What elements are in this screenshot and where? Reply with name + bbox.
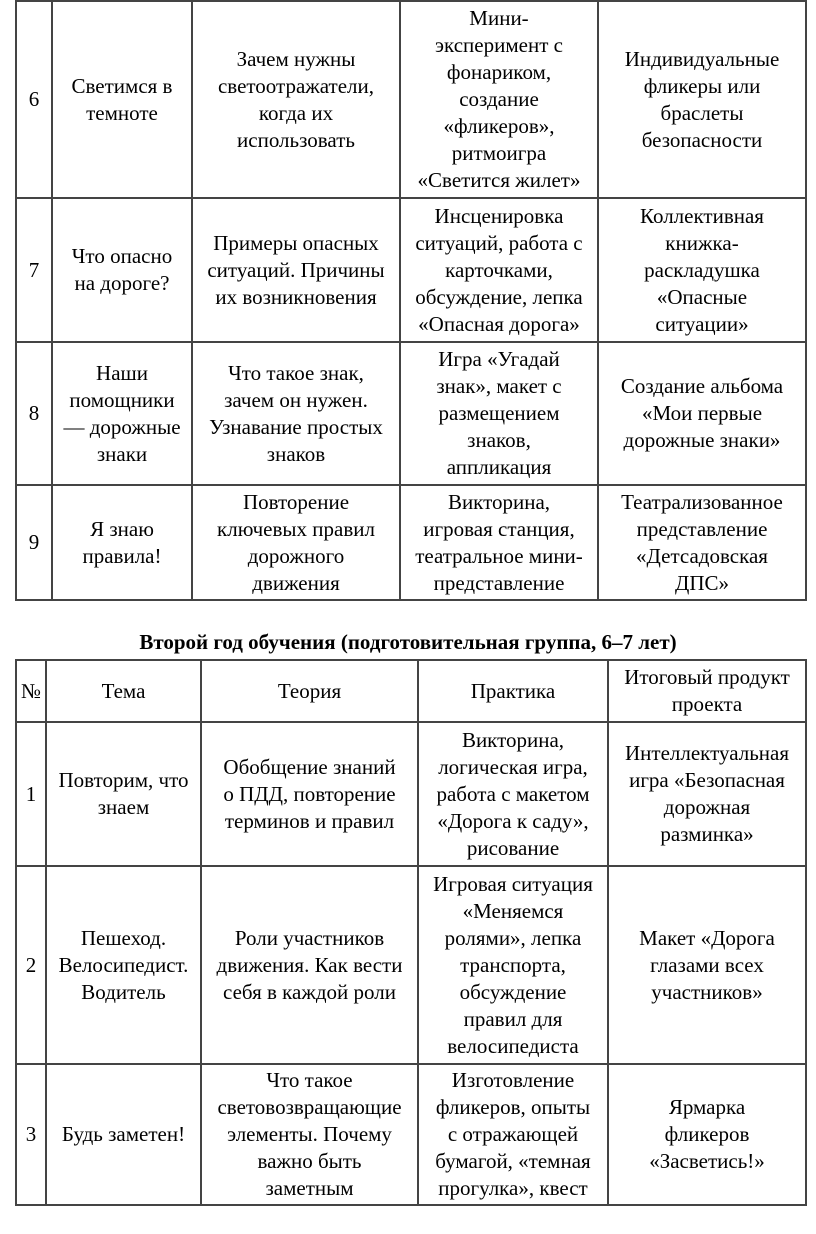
row-number: 8 (16, 342, 52, 485)
header-topic: Тема (46, 660, 201, 722)
row-number: 6 (16, 1, 52, 198)
product-cell: Создание альбома «Мои первые дорожные знаки» (598, 342, 806, 485)
header-practice: Практика (418, 660, 608, 722)
topic-cell: Повторим, что знаем (46, 722, 201, 866)
row-number: 9 (16, 485, 52, 600)
topic-cell: Светимся в темноте (52, 1, 192, 198)
schedule-table-second-year (15, 659, 807, 1206)
section-title: Второй год обучения (подготовительная группа, 6–7 лет) (139, 630, 677, 654)
product-cell: Коллективная книжка- раскладушка «Опасные ситуации» (598, 198, 806, 342)
header-number: № (16, 660, 46, 722)
theory-cell: Обобщение знаний о ПДД, повторение терминов и правил (201, 722, 418, 866)
practice-cell: Викторина, логическая игра, работа с макетом «Дорога к саду», рисование (418, 722, 608, 866)
schedule-table-continued (15, 0, 807, 601)
theory-cell: Роли участников движения. Как вести себя в каждой роли (201, 866, 418, 1064)
practice-cell: Мини- эксперимент с фонариком, создание «фликеров», ритмоигра «Светится жилет» (400, 1, 598, 198)
table-row (16, 1, 806, 198)
product-cell: Театрализованное представление «Детсадовская ДПС» (598, 485, 806, 600)
table-header-row (16, 660, 806, 722)
table-row (16, 342, 806, 485)
table-row (16, 1064, 806, 1205)
theory-cell: Зачем нужны светоотражатели, когда их использовать (192, 1, 400, 198)
product-cell: Индивидуальные фликеры или браслеты безопасности (598, 1, 806, 198)
practice-cell: Инсценировка ситуаций, работа с карточками, обсуждение, лепка «Опасная дорога» (400, 198, 598, 342)
topic-cell: Будь заметен! (46, 1064, 201, 1205)
topic-cell: Наши помощники — дорожные знаки (52, 342, 192, 485)
header-theory: Теория (201, 660, 418, 722)
row-number: 2 (16, 866, 46, 1064)
practice-cell: Викторина, игровая станция, театральное мини- представление (400, 485, 598, 600)
theory-cell: Повторение ключевых правил дорожного движения (192, 485, 400, 600)
theory-cell: Что такое знак, зачем он нужен. Узнавание простых знаков (192, 342, 400, 485)
topic-cell: Пешеход. Велосипедист. Водитель (46, 866, 201, 1064)
topic-cell: Я знаю правила! (52, 485, 192, 600)
table-row (16, 485, 806, 600)
table-row (16, 722, 806, 866)
table-row (16, 198, 806, 342)
practice-cell: Игра «Угадай знак», макет с размещением знаков, аппликация (400, 342, 598, 485)
product-cell: Ярмарка фликеров «Засветись!» (608, 1064, 806, 1205)
topic-cell: Что опасно на дороге? (52, 198, 192, 342)
practice-cell: Игровая ситуация «Меняемся ролями», лепка транспорта, обсуждение правил для велосипедиста (418, 866, 608, 1064)
table-row (16, 866, 806, 1064)
product-cell: Макет «Дорога глазами всех участников» (608, 866, 806, 1064)
theory-cell: Что такое световозвращающие элементы. Почему важно быть заметным (201, 1064, 418, 1205)
row-number: 7 (16, 198, 52, 342)
practice-cell: Изготовление фликеров, опыты с отражающей бумагой, «темная прогулка», квест (418, 1064, 608, 1205)
header-product: Итоговый продукт проекта (608, 660, 806, 722)
theory-cell: Примеры опасных ситуаций. Причины их возникновения (192, 198, 400, 342)
row-number: 3 (16, 1064, 46, 1205)
row-number: 1 (16, 722, 46, 866)
product-cell: Интеллектуальная игра «Безопасная дорожная разминка» (608, 722, 806, 866)
